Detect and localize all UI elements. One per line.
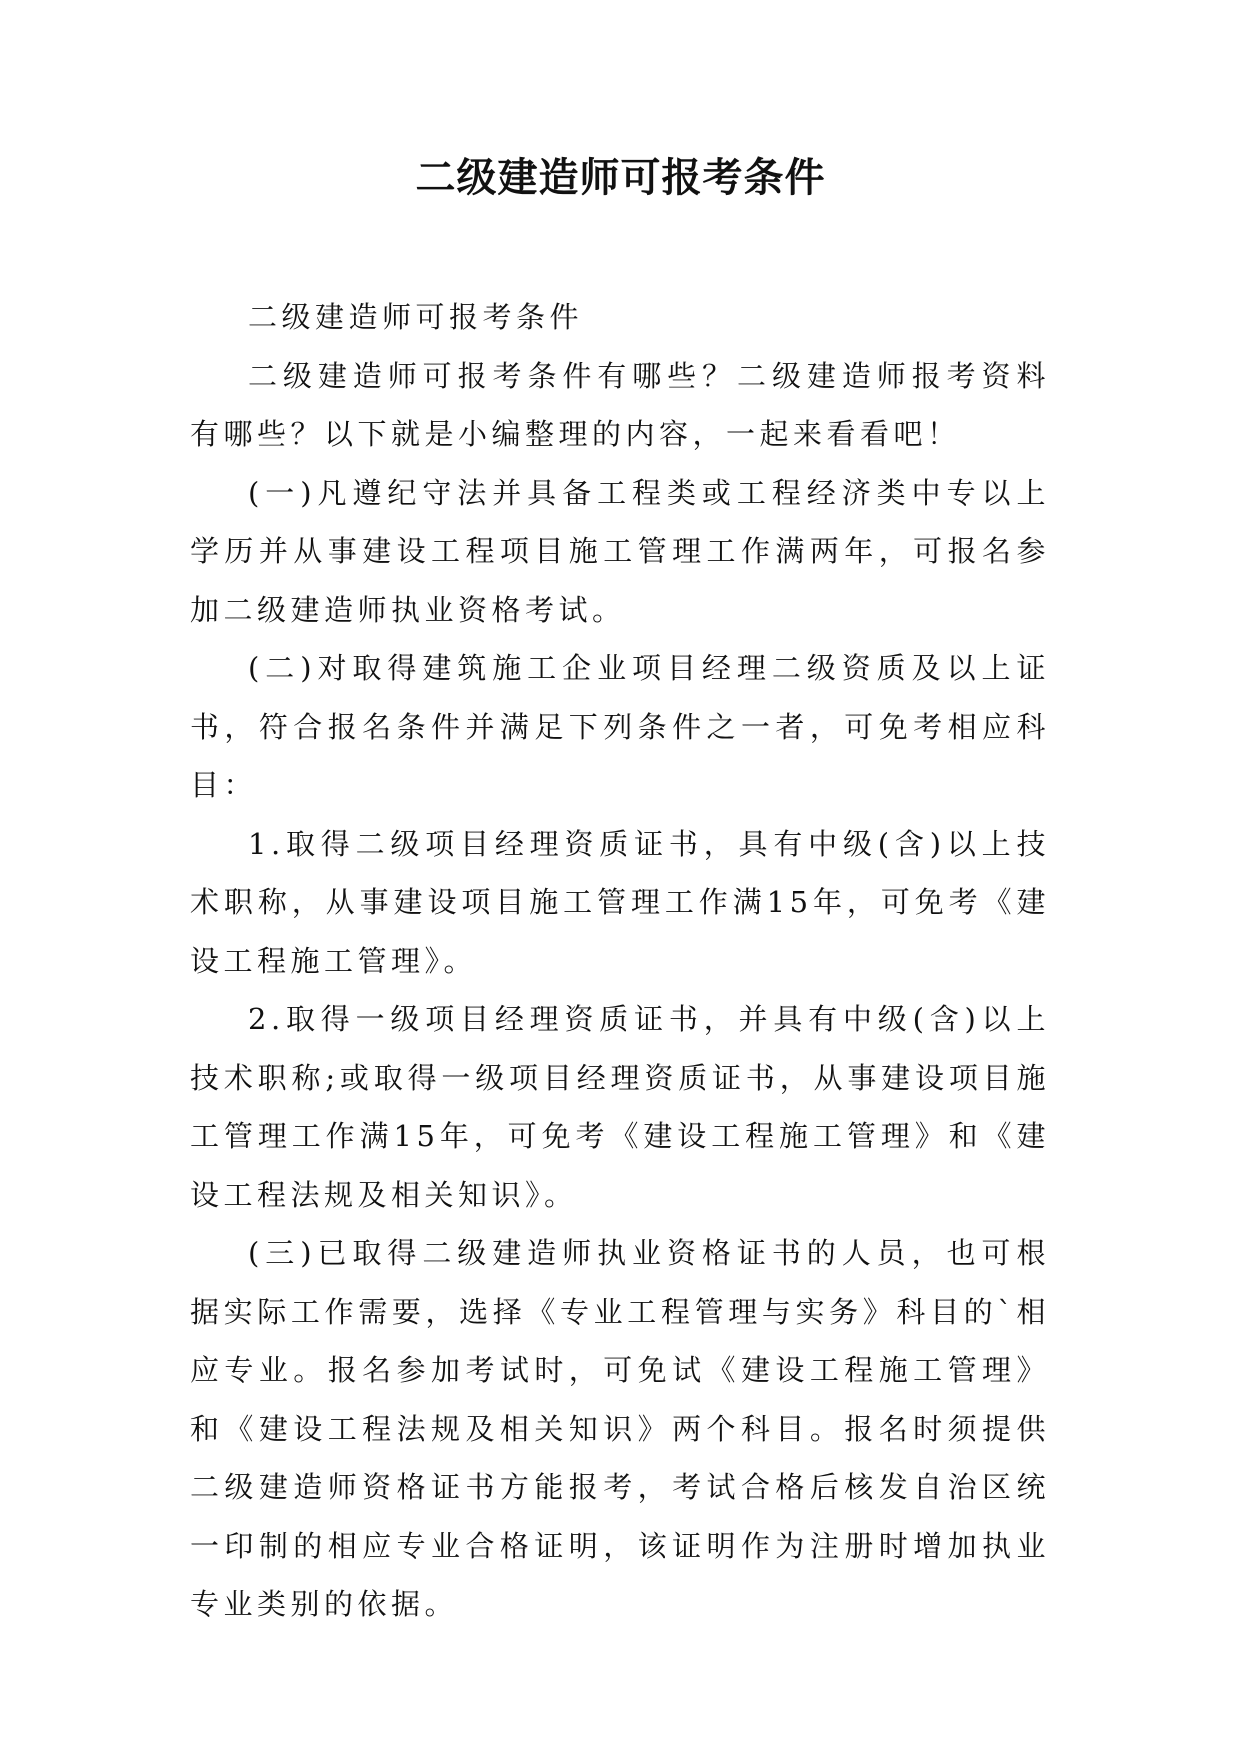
paragraph-exemption-1: 1.取得二级项目经理资质证书，具有中级(含)以上技术职称，从事建设项目施工管理工作满15年，可免考《建设工程施工管理》。 (190, 826, 1050, 978)
paragraph-intro: 二级建造师可报考条件有哪些？二级建造师报考资料有哪些？以下就是小编整理的内容，一起来看看吧！ (190, 358, 1050, 451)
paragraph-exemption-2: 2.取得一级项目经理资质证书，并具有中级(含)以上技术职称;或取得一级项目经理资质证书，从事建设项目施工管理工作满15年，可免考《建设工程施工管理》和《建设工程法规及相关知识》。 (190, 1002, 1050, 1212)
paragraph-condition-2: (二)对取得建筑施工企业项目经理二级资质及以上证书，符合报名条件并满足下列条件之一者，可免考相应科目： (190, 651, 1050, 802)
paragraph-subtitle: 二级建造师可报考条件 (248, 300, 584, 334)
paragraph-condition-1: (一)凡遵纪守法并具备工程类或工程经济类中专以上学历并从事建设工程项目施工管理工作满两年，可报名参加二级建造师执业资格考试。 (190, 475, 1050, 627)
paragraph-condition-3: (三)已取得二级建造师执业资格证书的人员，也可根据实际工作需要，选择《专业工程管理与实务》科目的`相应专业。报名参加考试时，可免试《建设工程施工管理》和《建设工程法规及相关知识》两个科目。报名时须提供二级建造师资格证书方能报考，考试合格后核发自治区统一印制的相应专业合格证明，该证明作为注册时增加执业专业类别的依据。 (190, 1236, 1050, 1621)
document-body (190, 288, 1050, 1634)
document-title: 二级建造师可报考条件 (415, 155, 826, 201)
